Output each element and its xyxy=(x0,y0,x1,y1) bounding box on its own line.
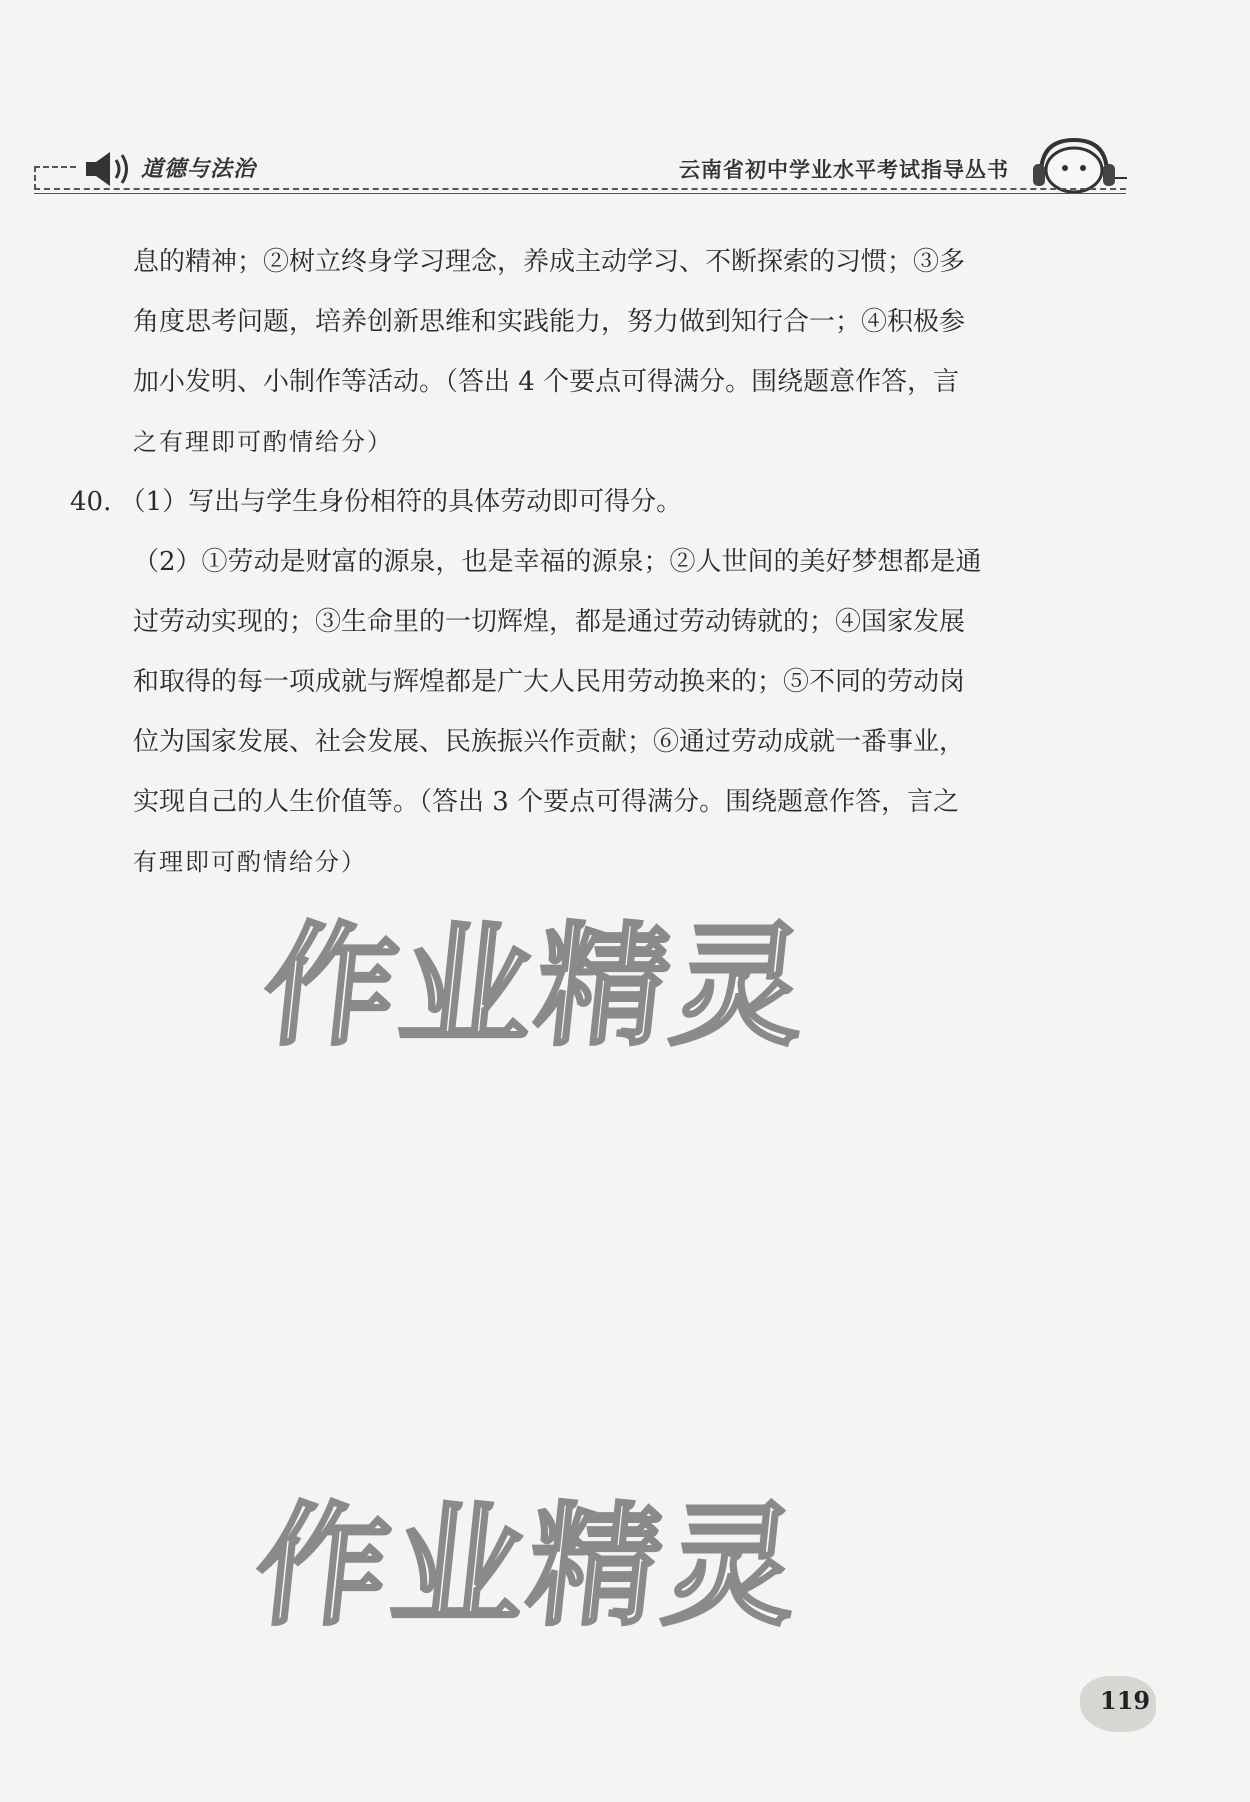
watermark: 作业精灵 xyxy=(248,1490,809,1644)
text-line: 角度思考问题，培养创新思维和实践能力，努力做到知行合一；④积极参 xyxy=(133,307,966,337)
page-header xyxy=(34,148,1126,194)
q40-part2-line: 过劳动实现的；③生命里的一切辉煌，都是通过劳动铸就的；④国家发展 xyxy=(133,607,966,637)
speaker-icon xyxy=(66,148,136,192)
q40-part2-line: （2）①劳动是财富的源泉，也是幸福的源泉；②人世间的美好梦想都是通 xyxy=(133,547,982,577)
text-line: 息的精神；②树立终身学习理念，养成主动学习、不断探索的习惯；③多 xyxy=(133,247,966,277)
header-subject: 道德与法治 xyxy=(141,157,257,182)
headphone-mascot-icon xyxy=(1019,134,1129,196)
q40-part2-line: 位为国家发展、社会发展、民族振兴作贡献；⑥通过劳动成就一番事业， xyxy=(133,727,966,757)
question-40 xyxy=(70,472,682,532)
text-line-segment: 加小发明、小制作等活动。（答出 4 个要点可得满分。围绕题意作答，言 xyxy=(133,367,960,397)
header-dashed-rule xyxy=(34,188,1126,190)
q40-part2-line: 有理即可酌情给分） xyxy=(133,848,367,876)
page-number: 119 xyxy=(1100,1686,1151,1715)
header-series-title: 云南省初中学业水平考试指导丛书 xyxy=(679,158,1009,182)
watermark: 作业精灵 xyxy=(256,910,817,1064)
q40-part2-line: 实现自己的人生价值等。（答出 3 个要点可得满分。围绕题意作答，言之 xyxy=(133,787,960,817)
question-number: 40. xyxy=(70,487,112,517)
header-solid-rule xyxy=(34,193,1126,194)
text-line xyxy=(133,352,959,412)
text-line: 之有理即可酌情给分） xyxy=(133,428,393,456)
q40-part2-line: 和取得的每一项成就与辉煌都是广大人民用劳动换来的；⑤不同的劳动岗 xyxy=(133,667,966,697)
question-40-part1: （1）写出与学生身份相符的具体劳动即可得分。 xyxy=(119,487,683,517)
